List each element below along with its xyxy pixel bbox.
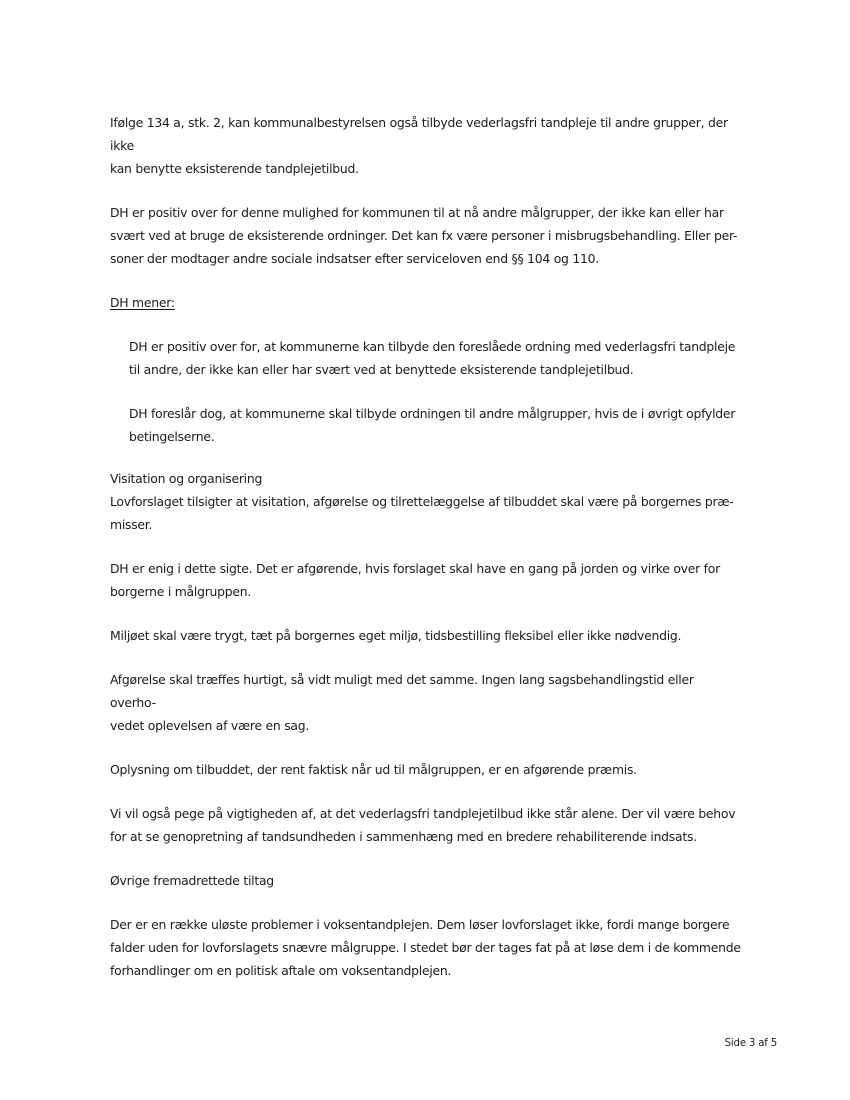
text-line: Afgørelse skal træffes hurtigt, så vidt muligt med det samme. Ingen lang sagsbehandlingstid eller overho- xyxy=(110,672,694,710)
text-line: soner der modtager andre sociale indsatser efter serviceloven end §§ 104 og 110. xyxy=(110,251,599,266)
heading-dh-mener: DH mener: xyxy=(110,295,175,310)
text-line: kan benytte eksisterende tandplejetilbud. xyxy=(110,161,359,176)
paragraph-vigtighed xyxy=(110,802,742,848)
heading-oevrige: Øvrige fremadrettede tiltag xyxy=(110,873,274,888)
text-line: betingelserne. xyxy=(129,429,215,444)
text-line: svært ved at bruge de eksisterende ordninger. Det kan fx være personer i misbrugsbehandling. Eller per- xyxy=(110,228,738,243)
paragraph-dh-enig xyxy=(110,557,742,603)
paragraph-oplysning xyxy=(110,758,742,781)
section-oevrige xyxy=(110,869,742,892)
text-line: falder uden for lovforslagets snævre målgruppe. I stedet bør der tages fat på at løse dem i de kommende xyxy=(110,940,741,955)
text-line: DH foreslår dog, at kommunerne skal tilbyde ordningen til andre målgrupper, hvis de i øvrigt opfylder xyxy=(129,406,736,421)
paragraph-dh-positive xyxy=(110,201,742,270)
text-line: for at se genopretning af tandsundheden i sammenhæng med en bredere rehabiliterende indsats. xyxy=(110,829,697,844)
text-line: borgerne i målgruppen. xyxy=(110,584,252,599)
text-line: DH er positiv over for, at kommunerne kan tilbyde den foreslåede ordning med vederlagsfri tandpleje xyxy=(129,339,736,354)
text-line: vedet oplevelsen af være en sag. xyxy=(110,718,310,733)
text-line: Ifølge 134 a, stk. 2, kan kommunalbestyrelsen også tilbyde vederlagsfri tandpleje til andre grupper, der ikke xyxy=(110,115,728,153)
heading-visitation: Visitation og organisering xyxy=(110,471,263,486)
recommendation-2 xyxy=(110,402,742,448)
section-dh-mener xyxy=(110,291,742,314)
paragraph-afgoerelse xyxy=(110,668,742,737)
text-line: DH er positiv over for denne mulighed for kommunen til at nå andre målgrupper, der ikke kan eller har xyxy=(110,205,724,220)
text-line: Miljøet skal være trygt, tæt på borgernes eget miljø, tidsbestilling fleksibel eller ikke nødvendig. xyxy=(110,628,682,643)
paragraph-uloeste xyxy=(110,913,742,982)
text-line: DH er enig i dette sigte. Det er afgørende, hvis forslaget skal have en gang på jorden og virke over for xyxy=(110,561,720,576)
document-body xyxy=(110,111,742,982)
text-line: til andre, der ikke kan eller har svært ved at benyttede eksisterende tandplejetilbud. xyxy=(129,362,634,377)
text-line: Lovforslaget tilsigter at visitation, afgørelse og tilrettelæggelse af tilbuddet skal være på borgernes præ- xyxy=(110,494,734,509)
section-visitation xyxy=(110,467,742,536)
text-line: Vi vil også pege på vigtigheden af, at det vederlagsfri tandplejetilbud ikke står alene. Der vil være behov xyxy=(110,806,736,821)
recommendation-1 xyxy=(110,335,742,381)
page-number: Side 3 af 5 xyxy=(724,1038,777,1049)
paragraph-miljoe xyxy=(110,624,742,647)
text-line: Oplysning om tilbuddet, der rent faktisk når ud til målgruppen, er en afgørende præmis. xyxy=(110,762,637,777)
text-line: Der er en række uløste problemer i voksentandplejen. Dem løser lovforslaget ikke, fordi mange borgere xyxy=(110,917,730,932)
text-line: forhandlinger om en politisk aftale om voksentandplejen. xyxy=(110,963,452,978)
paragraph-134a xyxy=(110,111,742,180)
text-line: misser. xyxy=(110,517,153,532)
